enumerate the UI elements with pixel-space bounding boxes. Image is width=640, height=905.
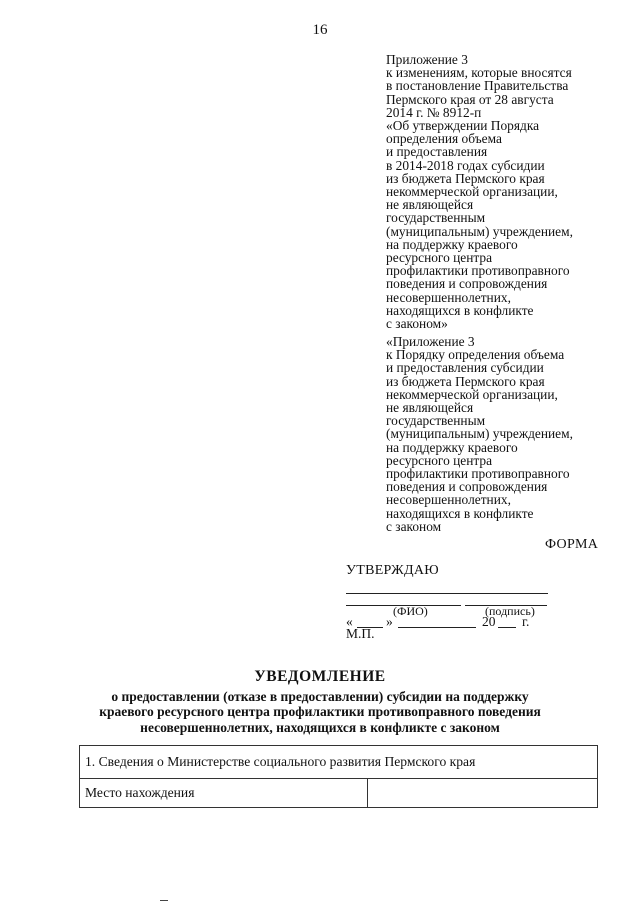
notice-subtitle-line: несовершеннолетних, находящихся в конфликте с законом	[140, 719, 500, 735]
appendix-line: поведения и сопровождения	[386, 479, 548, 495]
appendix-line: государственным	[386, 413, 486, 429]
scan-mark	[160, 900, 168, 901]
appendix-line: на поддержку краевого	[386, 439, 518, 455]
signature-caption: (подпись)	[485, 604, 535, 618]
appendix-line: из бюджета Пермского края	[386, 170, 545, 186]
appendix-line: 2014 г. № 8912-п	[386, 104, 482, 120]
fio-caption: (ФИО)	[393, 604, 428, 618]
appendix-line: в постановление Правительства	[386, 78, 569, 94]
appendix-line: профилактики противоправного	[386, 263, 570, 279]
appendix-line: определения объема	[386, 131, 502, 147]
notice-subtitle-line: о предоставлении (отказе в предоставлении) субсидии на поддержку	[111, 689, 529, 704]
appendix-line: некоммерческой организации,	[386, 184, 558, 200]
appendix-line: несовершеннолетних,	[386, 289, 511, 305]
appendix-line: (муниципальным) учреждением,	[386, 426, 573, 442]
appendix-line: не являющейся	[386, 197, 474, 213]
stamp-label: М.П.	[346, 626, 375, 641]
appendix-header-second	[386, 335, 616, 533]
appendix-line: находящихся в конфликте	[386, 505, 534, 521]
appendix-line: государственным	[386, 210, 486, 226]
appendix-line: поведения и сопровождения	[386, 276, 548, 292]
date-month-line	[398, 627, 476, 628]
appendix-line: находящихся в конфликте	[386, 302, 534, 318]
date-year-suffix: г.	[522, 614, 530, 629]
approval-position-line	[346, 593, 548, 594]
appendix-line: в 2014-2018 годах субсидии	[386, 157, 545, 173]
appendix-line: несовершеннолетних,	[386, 492, 511, 508]
form-label: ФОРМА	[545, 537, 599, 552]
date-close-quote: »	[386, 614, 393, 629]
appendix-line: Пермского края от 28 августа	[386, 91, 554, 107]
notice-title: УВЕДОМЛЕНИЕ	[254, 668, 386, 685]
location-label-cell: Место нахождения	[80, 779, 368, 808]
appendix-line: некоммерческой организации,	[386, 386, 558, 402]
appendix-line: из бюджета Пермского края	[386, 373, 545, 389]
table-row	[80, 779, 598, 808]
date-open-quote: «	[346, 614, 353, 629]
appendix-header-top	[386, 53, 616, 330]
notice-subtitle	[0, 689, 640, 735]
section-heading-cell: 1. Сведения о Министерстве социального развития Пермского края	[80, 746, 598, 779]
appendix-line: и предоставления субсидии	[386, 360, 544, 376]
info-table	[79, 745, 598, 808]
date-year: 20	[482, 614, 496, 629]
appendix-line: ресурсного центра	[386, 452, 493, 468]
table-row	[80, 746, 598, 779]
appendix-line: профилактики противоправного	[386, 466, 570, 482]
appendix-line: «Об утверждении Порядка	[386, 118, 540, 134]
appendix-line: «Приложение 3	[386, 334, 475, 349]
appendix-line: с законом»	[386, 316, 448, 332]
appendix-line: ресурсного центра	[386, 250, 493, 266]
location-value-cell	[368, 779, 598, 808]
appendix-line: к изменениям, которые вносятся	[386, 65, 572, 81]
appendix-line: и предоставления	[386, 144, 488, 160]
appendix-line: Приложение 3	[386, 52, 468, 67]
approval-heading: УТВЕРЖДАЮ	[346, 563, 439, 578]
notice-subtitle-line: краевого ресурсного центра профилактики противоправного поведения	[99, 704, 541, 720]
appendix-line: на поддержку краевого	[386, 236, 518, 252]
date-year-line	[498, 627, 516, 628]
appendix-line: к Порядку определения объема	[386, 347, 565, 363]
appendix-line: с законом	[386, 518, 442, 534]
appendix-line: (муниципальным) учреждением,	[386, 223, 573, 239]
page-number: 16	[312, 22, 328, 38]
appendix-line: не являющейся	[386, 400, 474, 416]
